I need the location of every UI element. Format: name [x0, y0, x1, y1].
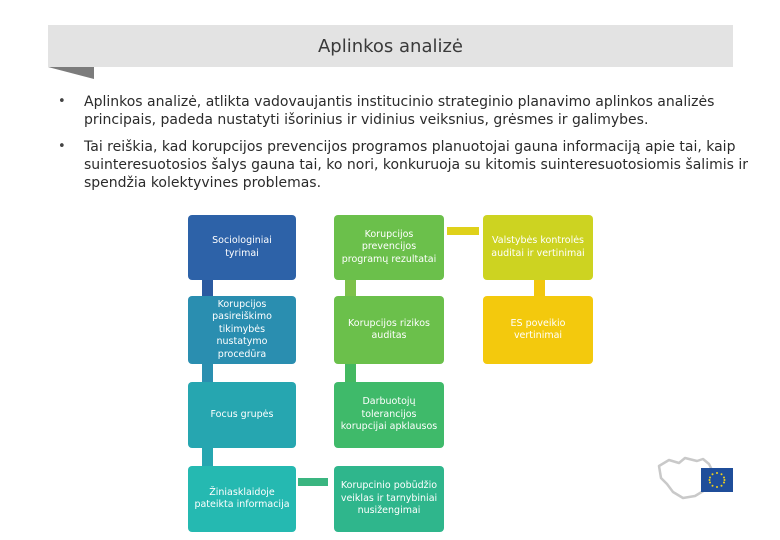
diagram-box-label: Sociologiniai tyrimai	[212, 235, 272, 259]
diagram-box	[483, 296, 593, 364]
connector	[345, 364, 356, 382]
bullet-list	[58, 93, 748, 201]
diagram-box-label: Darbuotojų tolerancijos korupcijai apklausos	[340, 396, 438, 433]
diagram-box	[334, 382, 444, 448]
diagram-box	[334, 215, 444, 280]
title-fold-decoration	[48, 67, 94, 79]
bullet-text: Aplinkos analizė, atlikta vadovaujantis institucinio strateginio planavimo aplinkos analizės principais, padeda nustatyti išorinius ir vidinius veiksnius, grėsmes ir galimybes.	[84, 94, 715, 128]
diagram-box	[334, 296, 444, 364]
diagram-box-label: ES poveikio vertinimai	[510, 317, 566, 341]
bullet-dot: •	[58, 139, 66, 154]
bullet-item	[58, 138, 748, 192]
diagram-box-label: Korupcijos rizikos auditas	[348, 317, 430, 341]
bullet-text: Tai reiškia, kad korupcijos prevencijos programos planuotojai gauna informaciją apie tai, kaip suinteresuotosios šalys gauna tai, ko nori, konkuruoja su kitomis suinteresuotosiomis šalimis ir spendžia kolektyvines problemas.	[84, 139, 748, 191]
diagram-box-label: Korupcijos pasireiškimo tikimybės nustatymo procedūra	[212, 298, 272, 360]
diagram-box-label: Korupcijos prevencijos programų rezultatai	[341, 228, 437, 265]
diagram-box	[334, 466, 444, 532]
connector	[298, 478, 328, 486]
connector	[447, 227, 479, 235]
diagram-box	[188, 215, 296, 280]
diagram-box-label: Valstybės kontrolės auditai ir vertinimai	[491, 235, 585, 259]
connector	[202, 448, 213, 466]
diagram-box-label: Focus grupės	[210, 408, 274, 420]
connector	[534, 280, 545, 296]
diagram-box-label: Korupcinio pobūdžio veiklas ir tarnybiniai nusižengimai	[340, 480, 438, 517]
slide-title	[48, 25, 733, 67]
connector	[202, 280, 213, 296]
connector	[202, 364, 213, 382]
diagram-box	[188, 382, 296, 448]
diagram-box	[188, 466, 296, 532]
lithuania-map-eu-flag-icon	[655, 452, 737, 508]
connector	[345, 280, 356, 296]
bullet-item	[58, 93, 748, 129]
slide-title-text: Aplinkos analizė	[317, 35, 464, 57]
diagram-box	[483, 215, 593, 280]
diagram-box	[188, 296, 296, 364]
diagram-box-label: Žiniasklaidoje pateikta informacija	[194, 486, 290, 510]
bullet-dot: •	[58, 94, 66, 109]
